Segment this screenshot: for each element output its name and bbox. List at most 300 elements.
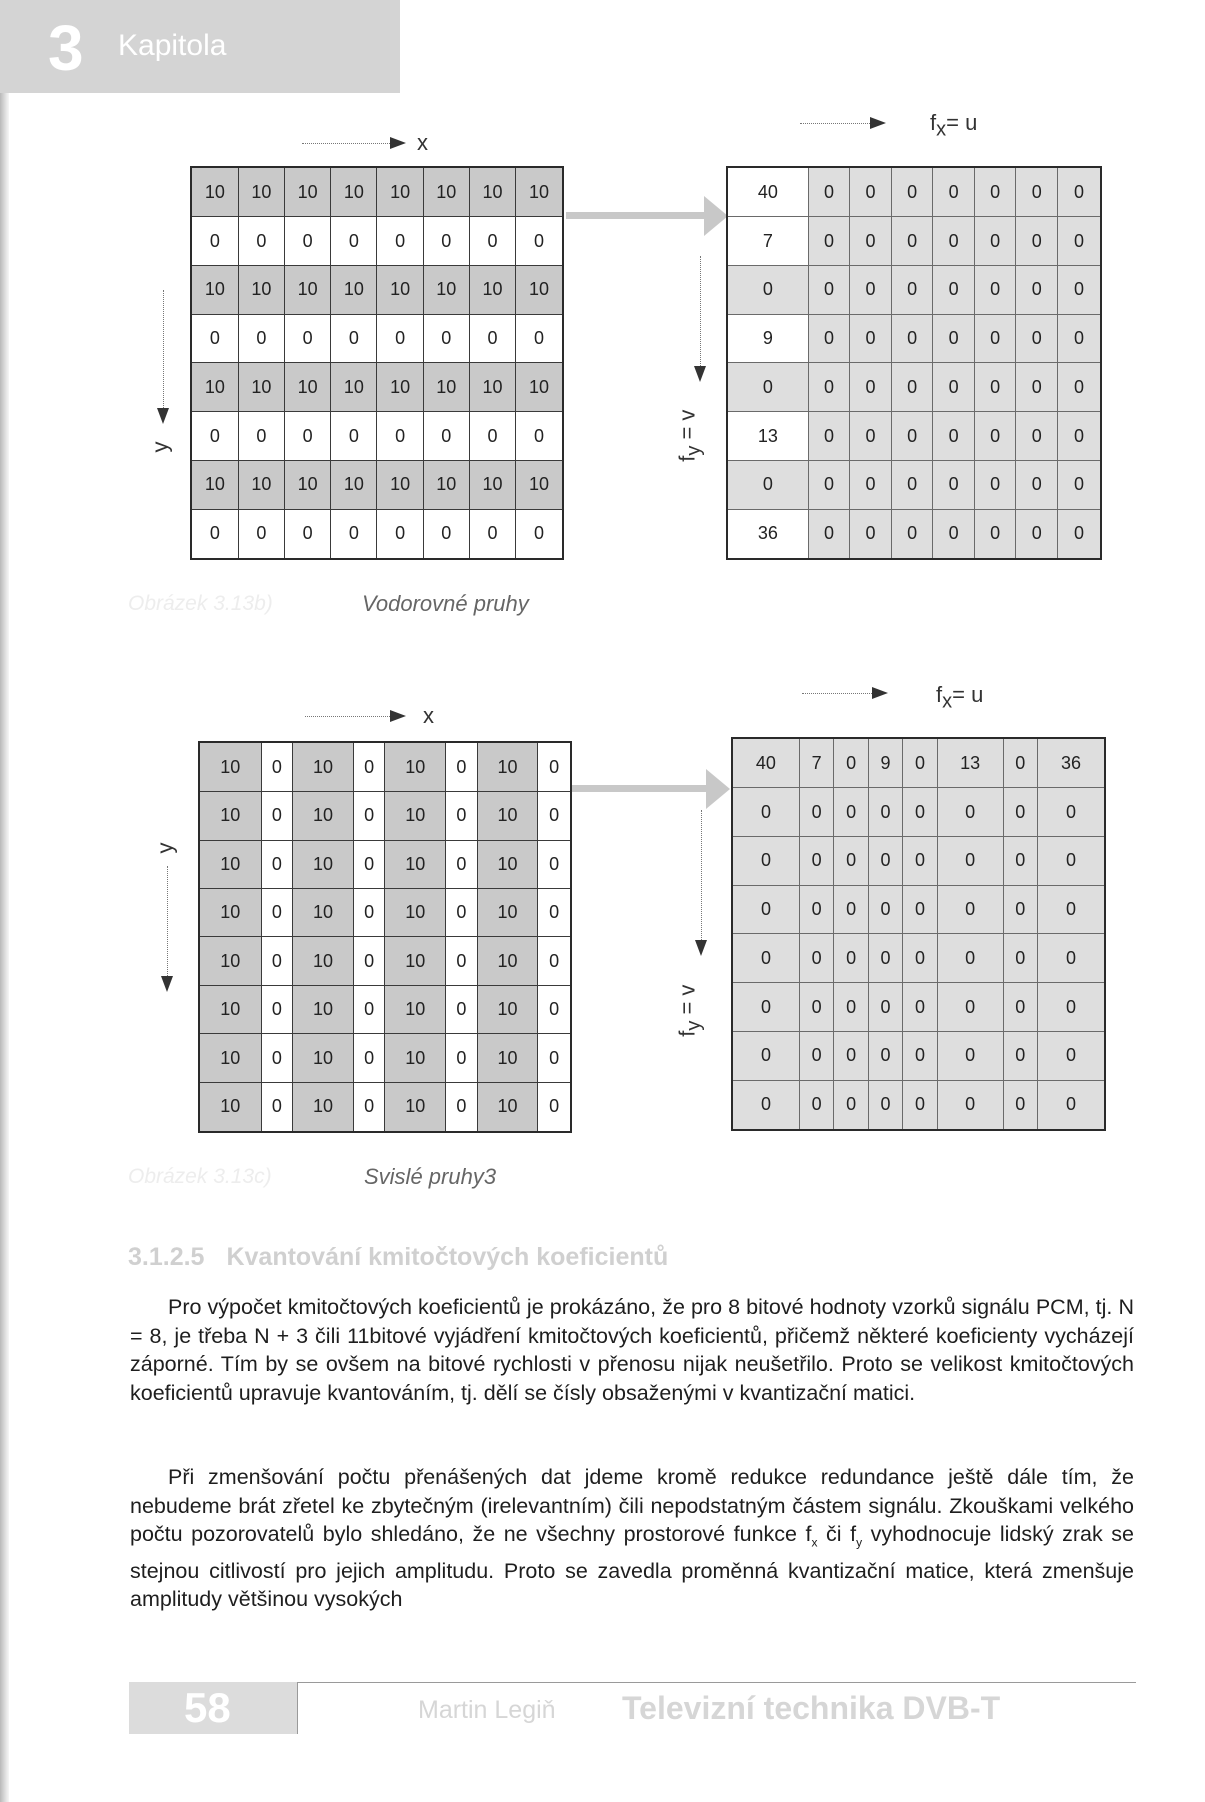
pixel-matrix (190, 166, 564, 560)
pixel-row (191, 460, 563, 509)
coefficient-cell: 0 (868, 934, 902, 983)
pixel-cell: 10 (331, 460, 377, 509)
pixel-cell: 10 (191, 266, 238, 315)
pixel-cell: 0 (377, 412, 423, 461)
pixel-cell: 10 (293, 985, 354, 1033)
pixel-cell: 10 (199, 985, 261, 1033)
coefficient-cell: 0 (903, 837, 937, 886)
figure-caption: Vodorovné pruhy (362, 591, 529, 616)
coefficient-cell: 0 (903, 788, 937, 837)
pixel-cell: 0 (516, 509, 563, 559)
coefficient-cell: 0 (850, 460, 892, 509)
pixel-cell: 10 (199, 792, 261, 840)
coefficient-cell: 0 (1058, 509, 1102, 559)
coefficient-cell: 0 (974, 314, 1016, 363)
coefficient-cell: 0 (933, 266, 975, 315)
pixel-cell: 0 (331, 217, 377, 266)
coefficient-cell: 0 (974, 363, 1016, 412)
coefficient-cell: 36 (1038, 738, 1105, 788)
x-axis-label: x (417, 130, 428, 155)
coefficient-row (727, 217, 1101, 266)
coefficient-cell: 0 (868, 837, 902, 886)
coefficient-cell: 0 (808, 363, 850, 412)
pixel-cell: 10 (199, 937, 261, 985)
pixel-cell: 0 (516, 412, 563, 461)
pixel-cell: 0 (261, 1034, 293, 1082)
coefficient-cell: 0 (727, 460, 808, 509)
pixel-cell: 0 (238, 314, 284, 363)
pixel-row (199, 840, 571, 888)
coefficient-cell: 0 (834, 983, 868, 1032)
page-number: 58 (184, 1684, 231, 1731)
pixel-row (191, 363, 563, 412)
coefficient-cell: 40 (732, 738, 799, 788)
pixel-cell: 0 (469, 509, 515, 559)
coefficient-cell: 0 (937, 788, 1003, 837)
pixel-cell: 0 (446, 1082, 478, 1132)
pixel-row (199, 889, 571, 937)
pixel-cell: 0 (261, 742, 293, 792)
coefficient-cell: 0 (1038, 885, 1105, 934)
fx-equation: = u (946, 110, 978, 135)
coefficient-cell: 40 (727, 167, 808, 217)
coefficient-cell: 0 (834, 788, 868, 837)
fy-axis-line (700, 256, 701, 366)
pixel-cell: 10 (385, 937, 446, 985)
pixel-cell: 0 (261, 792, 293, 840)
coefficient-cell: 0 (808, 412, 850, 461)
pixel-cell: 10 (285, 266, 331, 315)
coefficient-cell: 0 (1003, 837, 1037, 886)
coefficient-cell: 0 (834, 885, 868, 934)
coefficient-cell: 0 (850, 167, 892, 217)
chapter-label: Kapitola (118, 29, 227, 62)
pixel-cell: 10 (423, 266, 469, 315)
pixel-cell: 0 (331, 412, 377, 461)
pixel-cell: 10 (377, 363, 423, 412)
pixel-row (199, 742, 571, 792)
coefficient-cell: 0 (799, 934, 833, 983)
pixel-row (199, 792, 571, 840)
coefficient-cell: 0 (1058, 363, 1102, 412)
pixel-cell: 0 (238, 509, 284, 559)
pixel-cell: 10 (477, 792, 538, 840)
pixel-cell: 10 (385, 792, 446, 840)
fx-axis-line (800, 123, 870, 124)
coefficient-cell: 0 (974, 460, 1016, 509)
coefficient-cell: 0 (1038, 983, 1105, 1032)
pixel-cell: 0 (538, 840, 571, 888)
pixel-row (191, 509, 563, 559)
coefficient-cell: 0 (850, 509, 892, 559)
coefficient-cell: 0 (1003, 788, 1037, 837)
pixel-cell: 10 (293, 889, 354, 937)
coefficient-row (727, 460, 1101, 509)
coefficient-cell: 0 (808, 217, 850, 266)
pixel-cell: 10 (238, 167, 284, 217)
pixel-cell: 0 (377, 217, 423, 266)
pixel-cell: 0 (238, 412, 284, 461)
pixel-cell: 0 (469, 217, 515, 266)
pixel-cell: 10 (469, 460, 515, 509)
pixel-cell: 10 (477, 1082, 538, 1132)
fy-subscript: y (682, 445, 705, 456)
pixel-cell: 0 (423, 217, 469, 266)
fy-equation: = v (674, 984, 700, 1021)
pixel-cell: 10 (191, 167, 238, 217)
pixel-row (191, 167, 563, 217)
pixel-cell: 10 (469, 266, 515, 315)
fx-subscript: x (811, 1535, 818, 1550)
pixel-cell: 0 (538, 985, 571, 1033)
pixel-row (199, 1034, 571, 1082)
coefficient-cell: 9 (868, 738, 902, 788)
pixel-cell: 0 (423, 314, 469, 363)
coefficient-cell: 0 (1016, 412, 1058, 461)
coefficient-cell: 0 (834, 1080, 868, 1130)
paragraph-2-part-b: či f (817, 1522, 857, 1546)
pixel-cell: 10 (293, 937, 354, 985)
dct-coefficient-matrix (731, 737, 1106, 1131)
pixel-cell: 0 (377, 314, 423, 363)
pixel-cell: 0 (538, 1082, 571, 1132)
pixel-cell: 10 (469, 167, 515, 217)
pixel-cell: 0 (377, 509, 423, 559)
fy-axis-label (674, 985, 705, 1037)
fx-equation: = u (952, 682, 984, 707)
pixel-cell: 10 (199, 1082, 261, 1132)
pixel-cell: 0 (446, 840, 478, 888)
coefficient-cell: 0 (1003, 738, 1037, 788)
pixel-cell: 10 (385, 1034, 446, 1082)
x-axis-arrow-icon (390, 710, 406, 722)
coefficient-cell: 0 (1016, 266, 1058, 315)
y-axis-line (167, 866, 168, 976)
coefficient-cell: 0 (1058, 217, 1102, 266)
coefficient-cell: 0 (799, 1080, 833, 1130)
coefficient-cell: 0 (1058, 460, 1102, 509)
coefficient-row (727, 363, 1101, 412)
pixel-row (199, 985, 571, 1033)
pixel-cell: 10 (377, 266, 423, 315)
coefficient-cell: 0 (834, 837, 868, 886)
pixel-cell: 0 (261, 937, 293, 985)
coefficient-cell: 0 (1016, 363, 1058, 412)
connector-arrow-icon (706, 769, 730, 809)
pixel-cell: 0 (191, 509, 238, 559)
coefficient-cell: 0 (903, 1080, 937, 1130)
coefficient-cell: 0 (891, 363, 933, 412)
section-heading (128, 1243, 668, 1272)
pixel-cell: 10 (331, 167, 377, 217)
coefficient-cell: 0 (903, 1031, 937, 1080)
pixel-cell: 0 (446, 1034, 478, 1082)
footer-author: Martin Legiň (418, 1696, 556, 1724)
fx-axis-line (802, 693, 872, 694)
pixel-cell: 10 (469, 363, 515, 412)
coefficient-row (732, 1080, 1105, 1130)
pixel-cell: 0 (261, 840, 293, 888)
pixel-cell: 10 (293, 1034, 354, 1082)
coefficient-cell: 0 (937, 1080, 1003, 1130)
coefficient-cell: 0 (891, 167, 933, 217)
footer-rule (298, 1682, 1136, 1683)
coefficient-cell: 0 (891, 460, 933, 509)
coefficient-cell: 0 (868, 1031, 902, 1080)
section-title: Kvantování kmitočtových koeficientů (226, 1243, 669, 1271)
pixel-cell: 0 (446, 742, 478, 792)
pixel-cell: 0 (538, 937, 571, 985)
coefficient-cell: 0 (974, 509, 1016, 559)
coefficient-cell: 0 (1058, 167, 1102, 217)
coefficient-cell: 0 (834, 1031, 868, 1080)
pixel-cell: 0 (516, 314, 563, 363)
connector-arrow-icon (704, 196, 728, 236)
coefficient-cell: 0 (933, 167, 975, 217)
coefficient-cell: 0 (1016, 460, 1058, 509)
pixel-cell: 10 (385, 985, 446, 1033)
x-axis-arrow-icon (390, 137, 406, 149)
pixel-row (191, 412, 563, 461)
coefficient-cell: 0 (974, 217, 1016, 266)
coefficient-cell: 0 (1016, 509, 1058, 559)
coefficient-cell: 0 (732, 983, 799, 1032)
pixel-cell: 0 (353, 742, 385, 792)
fy-subscript: y (856, 1535, 863, 1550)
pixel-cell: 0 (423, 509, 469, 559)
paragraph-2-part-a: Při zmenšování počtu přenášených dat jdeme kromě redukce redundance ještě dále tím, že nebudeme brát zřetel ke zbytečným (irelevantním) čili nepodstatným částem signálu. Zkouškami velkého počtu pozorovatelů bylo shledáno, že ne všechny prostorové funkce f (130, 1465, 1134, 1546)
transform-connector (566, 212, 718, 219)
pixel-cell: 0 (261, 1082, 293, 1132)
pixel-cell: 10 (331, 266, 377, 315)
coefficient-row (727, 266, 1101, 315)
coefficient-cell: 0 (933, 217, 975, 266)
pixel-row (191, 217, 563, 266)
coefficient-cell: 0 (1038, 1031, 1105, 1080)
pixel-cell: 10 (199, 742, 261, 792)
coefficient-cell: 0 (933, 460, 975, 509)
pixel-cell: 10 (331, 363, 377, 412)
paragraph-1: Pro výpočet kmitočtových koeficientů je prokázáno, že pro 8 bitové hodnoty vzorků signálu PCM, tj. N = 8, je třeba N + 3 čili 11bitové vyjádření kmitočtových koeficientů, přičemž některé koeficienty vycházejí záporné. Tím by se ovšem na bitové rychlosti v přenosu nijak neušetřilo. Proto se velikost kmitočtových koeficientů upravuje kvantováním, tj. dělí se čísly obsaženými v kvantizační matici. (130, 1295, 1134, 1405)
fy-symbol: f (674, 1030, 700, 1037)
fx-subscript: x (942, 690, 953, 713)
pixel-cell: 10 (285, 167, 331, 217)
coefficient-cell: 0 (868, 983, 902, 1032)
pixel-cell: 10 (285, 363, 331, 412)
pixel-cell: 10 (238, 460, 284, 509)
coefficient-row (732, 934, 1105, 983)
coefficient-cell: 0 (937, 885, 1003, 934)
coefficient-cell: 0 (850, 412, 892, 461)
coefficient-cell: 0 (1058, 314, 1102, 363)
coefficient-cell: 0 (1038, 837, 1105, 886)
pixel-cell: 10 (423, 167, 469, 217)
pixel-cell: 10 (285, 460, 331, 509)
coefficient-row (727, 167, 1101, 217)
coefficient-cell: 0 (1016, 167, 1058, 217)
pixel-cell: 10 (477, 985, 538, 1033)
footer-book-title: Televizní technika DVB-T (622, 1690, 1001, 1726)
coefficient-cell: 0 (1058, 266, 1102, 315)
pixel-cell: 10 (516, 167, 563, 217)
pixel-cell: 10 (385, 889, 446, 937)
coefficient-cell: 0 (933, 363, 975, 412)
fy-axis-arrow-icon (695, 940, 707, 956)
coefficient-cell: 0 (1016, 217, 1058, 266)
paragraph-2-part-c: vyhodnocuje lidský zrak se stejnou citlivostí pro jejich amplitudu. Proto se zavedla proměnná kvantizační matice, která zmenšuje amplitudy většinou vysokých (130, 1522, 1134, 1612)
coefficient-cell: 0 (808, 167, 850, 217)
coefficient-row (732, 738, 1105, 788)
pixel-cell: 0 (469, 412, 515, 461)
fx-axis-label (936, 682, 983, 713)
fx-axis-arrow-icon (870, 117, 886, 129)
transform-connector (572, 785, 718, 792)
coefficient-cell: 0 (727, 266, 808, 315)
pixel-cell: 0 (353, 937, 385, 985)
pixel-cell: 10 (385, 1082, 446, 1132)
pixel-cell: 10 (293, 1082, 354, 1132)
pixel-cell: 10 (477, 937, 538, 985)
pixel-cell: 0 (446, 937, 478, 985)
coefficient-cell: 0 (808, 266, 850, 315)
coefficient-cell: 0 (1016, 314, 1058, 363)
coefficient-cell: 0 (933, 509, 975, 559)
coefficient-cell: 0 (868, 788, 902, 837)
fy-equation: = v (674, 409, 700, 446)
coefficient-cell: 0 (808, 460, 850, 509)
pixel-cell: 10 (423, 460, 469, 509)
pixel-row (191, 314, 563, 363)
pixel-cell: 0 (446, 889, 478, 937)
coefficient-cell: 0 (933, 412, 975, 461)
y-axis-line (163, 290, 164, 408)
pixel-cell: 0 (353, 1034, 385, 1082)
pixel-row (199, 1082, 571, 1132)
pixel-matrix (198, 741, 572, 1133)
coefficient-cell: 0 (850, 314, 892, 363)
pixel-cell: 0 (353, 985, 385, 1033)
pixel-cell: 10 (477, 889, 538, 937)
coefficient-cell: 0 (1003, 885, 1037, 934)
pixel-cell: 10 (477, 840, 538, 888)
x-axis-line (305, 716, 390, 717)
pixel-cell: 10 (293, 742, 354, 792)
pixel-cell: 10 (516, 266, 563, 315)
pixel-cell: 10 (293, 792, 354, 840)
coefficient-cell: 0 (834, 934, 868, 983)
coefficient-cell: 0 (937, 934, 1003, 983)
fx-subscript: x (936, 118, 947, 141)
pixel-cell: 10 (423, 363, 469, 412)
pixel-cell: 0 (538, 742, 571, 792)
coefficient-cell: 0 (732, 788, 799, 837)
coefficient-cell: 0 (868, 885, 902, 934)
coefficient-cell: 0 (834, 738, 868, 788)
coefficient-cell: 0 (850, 217, 892, 266)
coefficient-cell: 0 (903, 934, 937, 983)
coefficient-cell: 0 (974, 266, 1016, 315)
pixel-cell: 10 (199, 1034, 261, 1082)
dct-coefficient-matrix (726, 166, 1102, 560)
coefficient-cell: 0 (891, 509, 933, 559)
coefficient-cell: 0 (732, 1080, 799, 1130)
x-axis-line (302, 143, 390, 144)
coefficient-cell: 0 (799, 788, 833, 837)
coefficient-cell: 9 (727, 314, 808, 363)
coefficient-cell: 0 (732, 1031, 799, 1080)
coefficient-cell: 0 (799, 837, 833, 886)
coefficient-cell: 0 (891, 314, 933, 363)
pixel-row (199, 937, 571, 985)
y-axis-label: y (152, 842, 178, 854)
pixel-cell: 0 (261, 985, 293, 1033)
y-axis-label: y (147, 441, 173, 453)
coefficient-cell: 0 (808, 314, 850, 363)
pixel-cell: 0 (538, 792, 571, 840)
coefficient-row (732, 837, 1105, 886)
coefficient-row (732, 1031, 1105, 1080)
pixel-cell: 10 (293, 840, 354, 888)
coefficient-cell: 0 (1003, 1080, 1037, 1130)
pixel-cell: 0 (238, 217, 284, 266)
coefficient-cell: 0 (808, 509, 850, 559)
pixel-row (191, 266, 563, 315)
coefficient-cell: 0 (891, 412, 933, 461)
coefficient-cell: 0 (891, 266, 933, 315)
coefficient-cell: 0 (1038, 788, 1105, 837)
coefficient-cell: 13 (727, 412, 808, 461)
book-spine-shadow (0, 0, 9, 1802)
pixel-cell: 0 (353, 792, 385, 840)
coefficient-cell: 0 (732, 934, 799, 983)
coefficient-cell: 0 (1058, 412, 1102, 461)
coefficient-cell: 0 (799, 983, 833, 1032)
coefficient-cell: 13 (937, 738, 1003, 788)
fx-axis-label (930, 110, 977, 141)
pixel-cell: 0 (353, 1082, 385, 1132)
coefficient-cell: 0 (1038, 934, 1105, 983)
coefficient-cell: 0 (868, 1080, 902, 1130)
pixel-cell: 10 (516, 363, 563, 412)
y-axis-arrow-icon (161, 976, 173, 992)
coefficient-row (732, 788, 1105, 837)
coefficient-cell: 0 (937, 1031, 1003, 1080)
section-number: 3.1.2.5 (128, 1243, 205, 1271)
pixel-cell: 0 (538, 889, 571, 937)
pixel-cell: 10 (238, 266, 284, 315)
coefficient-cell: 0 (1003, 983, 1037, 1032)
pixel-cell: 10 (191, 363, 238, 412)
pixel-cell: 0 (191, 412, 238, 461)
fx-symbol: f (936, 682, 943, 707)
pixel-cell: 0 (285, 509, 331, 559)
pixel-cell: 10 (477, 742, 538, 792)
figure-number: Obrázek 3.13c) (128, 1165, 272, 1188)
coefficient-cell: 0 (937, 983, 1003, 1032)
coefficient-cell: 0 (903, 983, 937, 1032)
fy-subscript: y (682, 1020, 705, 1031)
pixel-cell: 0 (446, 985, 478, 1033)
fx-symbol: f (930, 110, 937, 135)
coefficient-row (727, 509, 1101, 559)
fy-axis-label (674, 410, 705, 462)
coefficient-cell: 0 (799, 885, 833, 934)
coefficient-cell: 0 (903, 885, 937, 934)
fy-axis-arrow-icon (694, 366, 706, 382)
pixel-cell: 0 (353, 889, 385, 937)
coefficient-cell: 7 (799, 738, 833, 788)
pixel-cell: 0 (423, 412, 469, 461)
